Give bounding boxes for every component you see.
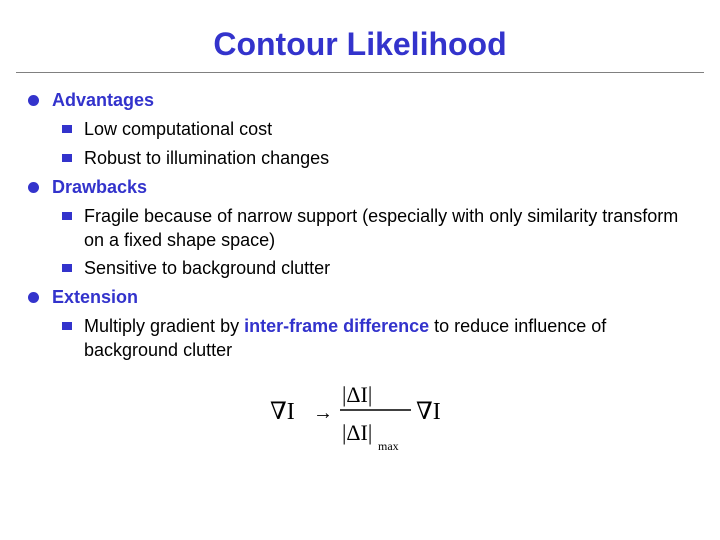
list-item: Sensitive to background clutter bbox=[84, 258, 331, 278]
round-bullet-icon bbox=[28, 182, 39, 193]
square-bullet-icon bbox=[62, 212, 72, 220]
square-bullet-icon bbox=[62, 264, 72, 272]
highlighted-term: inter-frame difference bbox=[244, 316, 430, 336]
list-item-text: Multiply gradient by bbox=[84, 316, 245, 336]
formula-arrow: → bbox=[313, 402, 333, 424]
gradient-normalization-formula bbox=[268, 374, 468, 458]
formula-denominator: |ΔI| bbox=[342, 420, 373, 445]
square-bullet-icon bbox=[62, 322, 72, 330]
formula-rhs: ∇I bbox=[416, 399, 441, 425]
section-heading-extension: Extension bbox=[52, 287, 139, 307]
square-bullet-icon bbox=[62, 125, 72, 133]
slide-title: Contour Likelihood bbox=[213, 26, 507, 62]
formula-numerator: |ΔI| bbox=[342, 382, 373, 407]
title-divider bbox=[16, 72, 704, 73]
list-item-text: to reduce influence of background clutter bbox=[84, 316, 607, 360]
formula-lhs: ∇I bbox=[270, 399, 295, 425]
round-bullet-icon bbox=[28, 95, 39, 106]
list-item: Low computational cost bbox=[84, 119, 273, 139]
list-item: Fragile because of narrow support (especially with only similarity transform on a fixed shape space) bbox=[84, 206, 679, 250]
section-heading-advantages: Advantages bbox=[52, 90, 155, 110]
square-bullet-icon bbox=[62, 154, 72, 162]
formula-subscript: max bbox=[378, 439, 399, 453]
list-item bbox=[84, 314, 684, 362]
section-heading-drawbacks: Drawbacks bbox=[52, 177, 148, 197]
round-bullet-icon bbox=[28, 292, 39, 303]
list-item: Robust to illumination changes bbox=[84, 148, 330, 168]
